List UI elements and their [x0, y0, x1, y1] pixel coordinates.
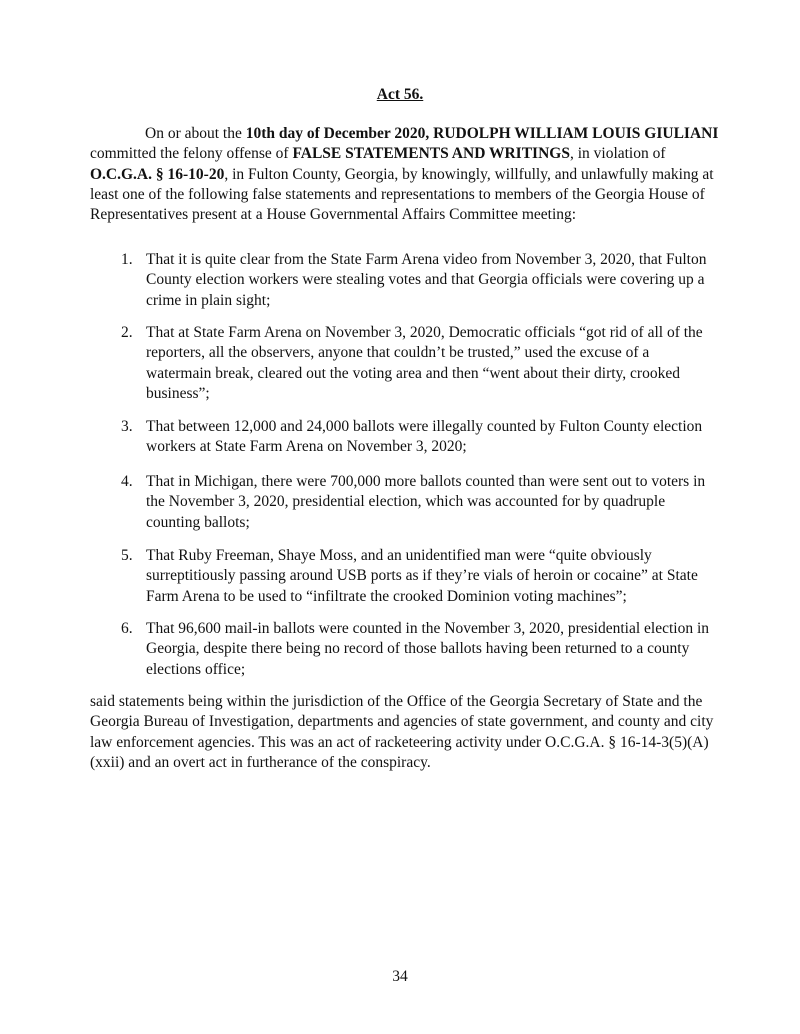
list-item-number: 6. — [121, 620, 133, 637]
intro-text-2: committed the felony offense of — [90, 145, 293, 163]
act-heading: Act 56. — [376, 86, 424, 103]
list-item-number: 4. — [121, 473, 133, 490]
closing-paragraph: said statements being within the jurisdiction of the Office of the Georgia Secretary of State and the Georgia Bureau of Investigation, departments and agencies of state government, and county and city law enforcement agencies. This was an act of racketeering activity under O.C.G.A. § 16-14-3(5)(A)(xxii) and an overt act in furtherance of the conspiracy. — [90, 693, 714, 771]
offense-name: FALSE STATEMENTS AND WRITINGS — [292, 145, 570, 163]
intro-text-1: On or about the — [145, 125, 246, 142]
list-item-text: That it is quite clear from the State Farm Arena video from November 3, 2020, that Fulton County election workers were stealing votes and that Georgia officials were covering up a crime in plain sight; — [146, 251, 707, 309]
list-item-number: 1. — [121, 251, 133, 268]
intro-paragraph — [90, 124, 720, 225]
list-item-text: That between 12,000 and 24,000 ballots were illegally counted by Fulton County election workers at State Farm Arena on November 3, 2020; — [146, 418, 703, 456]
date-defendant: 10th day of December 2020, RUDOLPH WILLIAM LOUIS GIULIANI — [245, 125, 719, 142]
list-item-number: 5. — [121, 547, 133, 564]
list-item-number: 2. — [121, 324, 133, 341]
list-item-number: 3. — [121, 418, 133, 435]
list-item-text: That 96,600 mail-in ballots were counted in the November 3, 2020, presidential election in Georgia, despite there being no record of those ballots having been returned to a county elections office; — [146, 620, 710, 678]
list-item-text: That Ruby Freeman, Shaye Moss, and an unidentified man were “quite obviously surreptitiously passing around USB ports as if they’re vials of heroin or cocaine” at State Farm Arena to be used to “infiltrate the crooked Dominion voting machines”; — [146, 547, 698, 605]
intro-text-4: , in Fulton County, Georgia, by knowingly, willfully, and unlawfully making at least one of the following false statements and representations to members of the Georgia House of Representatives present at a House Governmental Affairs Committee meeting: — [90, 165, 714, 224]
intro-text-3: , in violation of — [569, 145, 666, 163]
page-number: 34 — [392, 968, 408, 985]
list-item-text: That in Michigan, there were 700,000 more ballots counted than were sent out to voters in the November 3, 2020, presidential election, which was accounted for by quadruple counting ballots; — [146, 473, 706, 531]
list-item-text: That at State Farm Arena on November 3, 2020, Democratic officials “got rid of all of the reporters, all the observers, anyone that couldn’t be trusted,” used the excuse of a watermain break, cleared out the voting area and then “went about their dirty, crooked business”; — [146, 324, 703, 402]
statute-citation: O.C.G.A. § 16-10-20 — [90, 165, 225, 183]
